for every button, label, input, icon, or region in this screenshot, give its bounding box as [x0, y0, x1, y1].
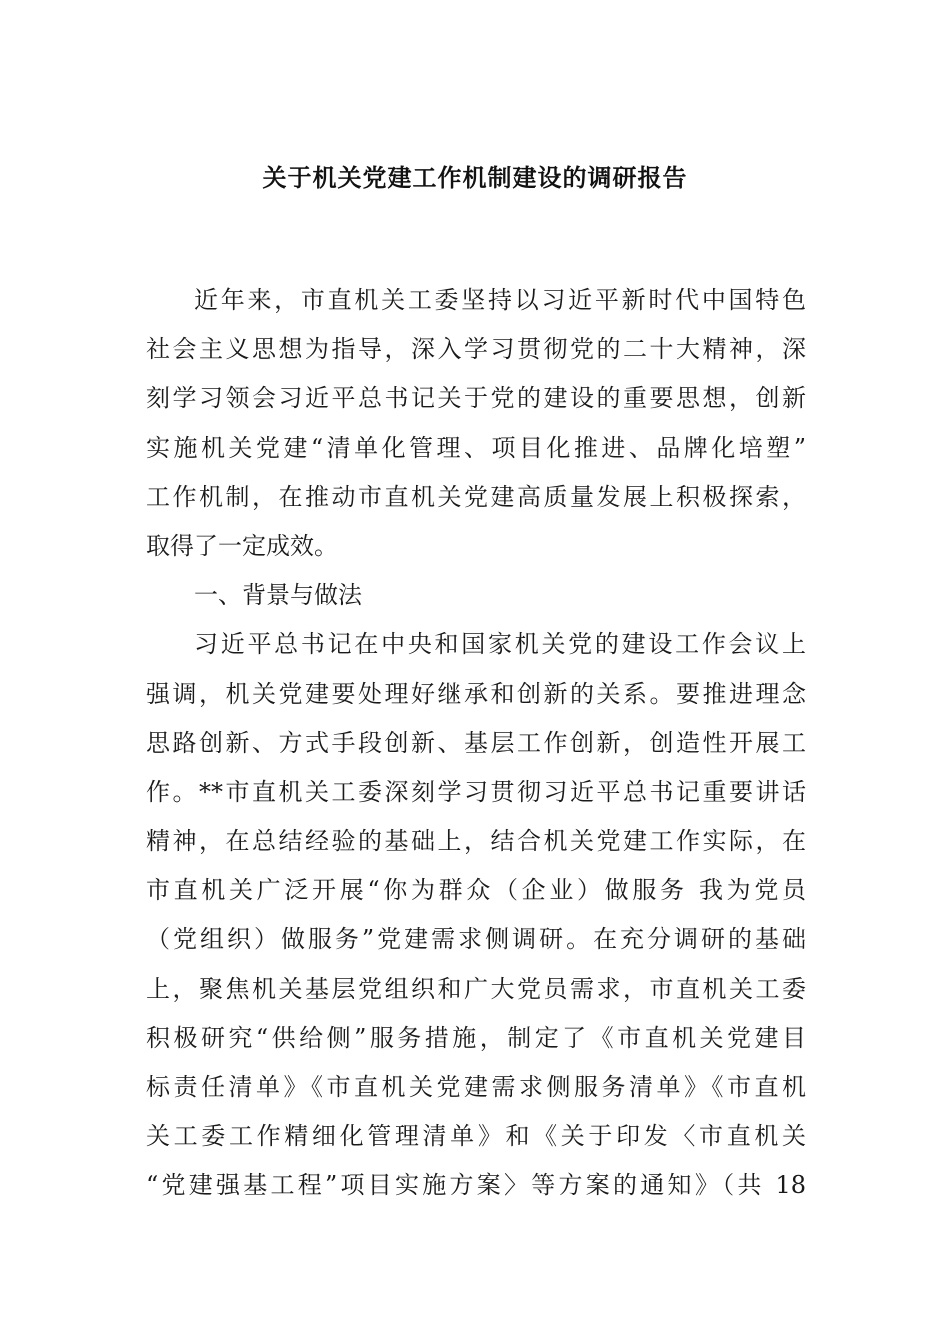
paragraph-line: 刻学习领会习近平总书记关于党的建设的重要思想，创新	[146, 384, 806, 413]
paragraph-line: 标责任清单》《市直机关党建需求侧服务清单》《市直机	[146, 1073, 806, 1101]
paragraph-line: 积极研究“供给侧”服务措施，制定了《市直机关党建目	[146, 1023, 806, 1052]
document-title: 关于机关党建工作机制建设的调研报告	[262, 163, 688, 192]
document-body	[146, 276, 806, 1211]
paragraph-line: 关工委工作精细化管理清单》和《关于印发〈市直机关	[146, 1122, 806, 1151]
paragraph-line: 取得了一定成效。	[146, 531, 338, 560]
paragraph-line: 作。**市直机关工委深刻学习贯彻习近平总书记重要讲话	[146, 777, 806, 806]
paragraph-line: 实施机关党建“清单化管理、项目化推进、品牌化培塑”	[146, 433, 806, 462]
paragraph-line: 思路创新、方式手段创新、基层工作创新，创造性开展工	[146, 728, 806, 757]
paragraph-line: 精神，在总结经验的基础上，结合机关党建工作实际，在	[146, 827, 806, 856]
paragraph-line: （党组织）做服务”党建需求侧调研。在充分调研的基础	[146, 925, 806, 954]
paragraph-line: 习近平总书记在中央和国家机关党的建设工作会议上	[194, 630, 806, 659]
paragraph-line: “党建强基工程”项目实施方案〉等方案的通知》（共 18	[146, 1171, 806, 1200]
paragraph-line: 强调，机关党建要处理好继承和创新的关系。要推进理念	[146, 679, 806, 708]
paragraph-line: 社会主义思想为指导，深入学习贯彻党的二十大精神，深	[146, 335, 806, 364]
paragraph-line: 市直机关广泛开展“你为群众（企业）做服务 我为党员	[146, 876, 806, 905]
paragraph-line: 上，聚焦机关基层党组织和广大党员需求，市直机关工委	[146, 974, 806, 1003]
paragraph-line: 工作机制，在推动市直机关党建高质量发展上积极探索，	[146, 482, 806, 511]
paragraph-line: 近年来，市直机关工委坚持以习近平新时代中国特色	[194, 286, 806, 314]
section-heading: 一、背景与做法	[194, 581, 362, 610]
